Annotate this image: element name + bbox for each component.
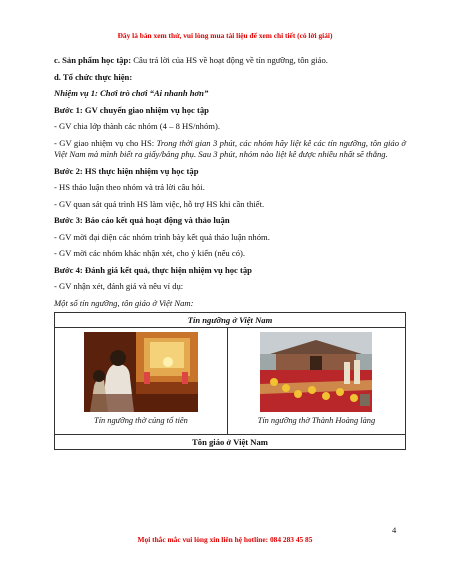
step-4-item-a: - GV nhận xét, đánh giá và nêu ví dụ: bbox=[54, 281, 184, 291]
step-2-item-a: - HS thảo luận theo nhóm và trả lời câu hỏi. bbox=[54, 182, 205, 192]
step-2-heading: Bước 2: HS thực hiện nhiệm vụ học tập bbox=[54, 165, 199, 176]
preview-notice: Đây là bản xem thử, vui lòng mua tài liệu để xem chi tiết (có lời giải) bbox=[117, 31, 333, 40]
section-c-label: c. Sản phẩm học tập: bbox=[54, 55, 132, 65]
section-d-heading: d. Tổ chức thực hiện: bbox=[54, 71, 133, 82]
step-1-item-b-prefix: - GV giao nhiệm vụ cho HS: bbox=[54, 137, 157, 148]
section-c bbox=[54, 55, 406, 67]
ancestor-altar-photo bbox=[84, 332, 198, 412]
table-header-belief: Tín ngưỡng ở Việt Nam bbox=[55, 313, 406, 328]
table-header-religion: Tôn giáo ở Việt Nam bbox=[55, 435, 406, 450]
step-1-item-b bbox=[54, 138, 406, 161]
document-body bbox=[54, 55, 406, 450]
page-number: 4 bbox=[392, 525, 397, 535]
village-festival-photo bbox=[260, 332, 372, 412]
step-4-heading: Bước 4: Đánh giá kết quả, thực hiện nhiệm vụ học tập bbox=[54, 264, 252, 275]
step-3-heading: Bước 3: Báo cáo kết quả hoạt động và thảo luận bbox=[54, 215, 230, 225]
task-1-heading: Nhiệm vụ 1: Chơi trò chơi “Ai nhanh hơn” bbox=[54, 88, 209, 98]
village-deity-cell bbox=[227, 328, 405, 435]
hotline-notice: Mọi thắc mắc vui lòng xin liên hệ hotline: 084 283 45 85 bbox=[137, 535, 313, 544]
step-3-item-b: - GV mời các nhóm khác nhận xét, cho ý kiến (nếu có). bbox=[54, 248, 246, 258]
step-1-item-b-task: Trong thời gian 3 phút, các nhóm hãy liệt kê các tín ngưỡng, tôn giáo ở Việt Nam mà mình biết ra giấy/bảng phụ. Sau 3 phút, nhóm nào liệt kê được nhiều nhất sẽ thắng. bbox=[54, 137, 406, 159]
ancestor-worship-cell bbox=[55, 328, 228, 435]
example-intro: Một số tín ngưỡng, tôn giáo ở Việt Nam: bbox=[54, 297, 194, 308]
caption-village-deity: Tín ngưỡng thờ Thành Hoàng làng bbox=[257, 416, 376, 425]
step-2-item-b: - GV quan sát quá trình HS làm việc, hỗ trợ HS khi cần thiết. bbox=[54, 198, 265, 209]
step-1-heading: Bước 1: GV chuyển giao nhiệm vụ học tập bbox=[54, 104, 209, 115]
beliefs-table bbox=[54, 312, 406, 450]
step-1-item-a: - GV chia lớp thành các nhóm (4 – 8 HS/nhóm). bbox=[54, 121, 220, 131]
step-3-item-a: - GV mời đại diện các nhóm trình bày kết quả thảo luận nhóm. bbox=[54, 231, 270, 242]
section-c-text: Câu trả lời của HS về hoạt động về tín ngưỡng, tôn giáo. bbox=[131, 55, 328, 65]
caption-ancestor-worship: Tín ngưỡng thờ cúng tổ tiên bbox=[94, 416, 188, 425]
